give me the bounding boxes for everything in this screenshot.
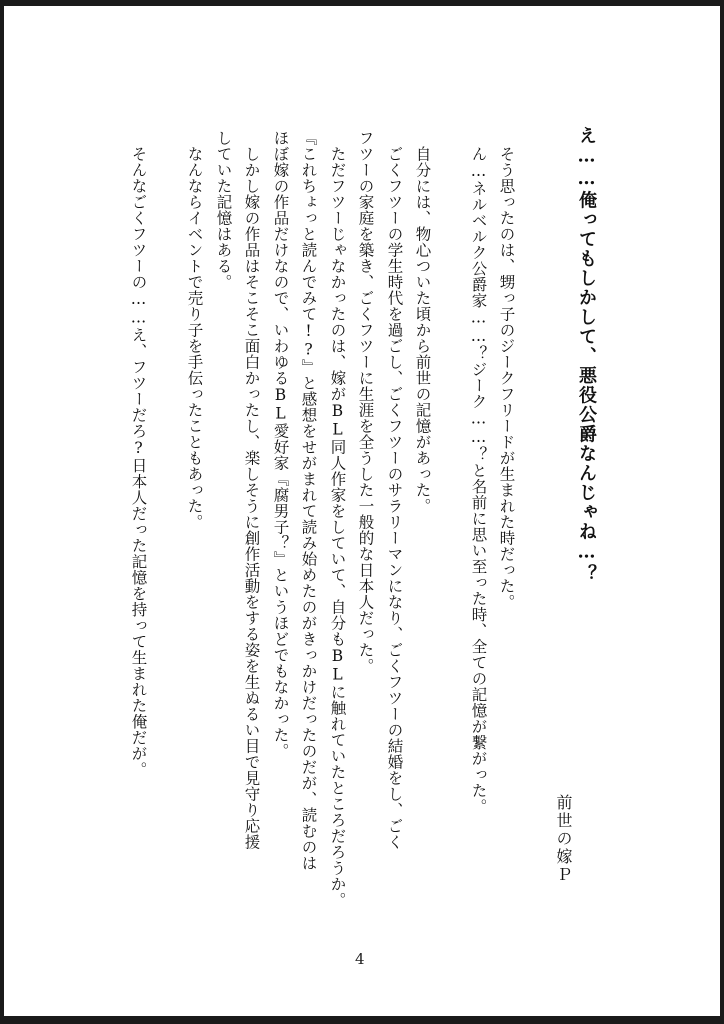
body-line-5: フツーの家庭を築き、ごくフツーに生涯を全うした一般的な日本人だった。	[356, 130, 375, 674]
body-line-9: しかし嫁の作品はそこそこ面白かったし、楽しそうに創作活動をする姿を生ぬるい目で見守り応援	[242, 146, 261, 850]
body-line-6: ただフツーじゃなかったのは、嫁がBL同人作家をしていて、自分もBLに触れていたところだろうか。	[328, 146, 347, 908]
page-number: 4	[355, 950, 365, 968]
body-line-8: ほぼ嫁の作品だけなので、いわゆるBL愛好家『腐男子？』というほどでもなかった。	[271, 130, 290, 759]
body-line-7: 『これちょっと読んでみて!?』と感想をせがまれて読み始めたのがきっかけだったのだが、読むのは	[299, 130, 318, 871]
chapter-title: え……俺ってもしかして、悪役公爵なんじゃね…？	[576, 126, 597, 584]
author-name: 前世の嫁Ｐ	[554, 794, 573, 884]
body-line-1: そう思ったのは、甥っ子のジークフリードが生まれた時だった。	[497, 146, 516, 610]
body-line-11: なんならイベントで売り子を手伝ったこともあった。	[185, 146, 204, 530]
book-page	[4, 6, 720, 1016]
body-line-3: 自分には、物心ついた頃から前世の記憶があった。	[413, 146, 432, 514]
body-line-10: していた記憶はある。	[214, 130, 233, 290]
body-line-4: ごくフツーの学生時代を過ごし、ごくフツーのサラリーマンになり、ごくフツーの結婚をし、ごく	[385, 146, 404, 850]
body-line-2: ん…ネルベルク公爵家……？ジーク……？と名前に思い至った時、全ての記憶が繋がった。	[469, 146, 488, 815]
body-line-12: そんなごくフツーの……え、フツーだろ?日本人だった記憶を持って生まれた俺だが。	[129, 146, 148, 778]
